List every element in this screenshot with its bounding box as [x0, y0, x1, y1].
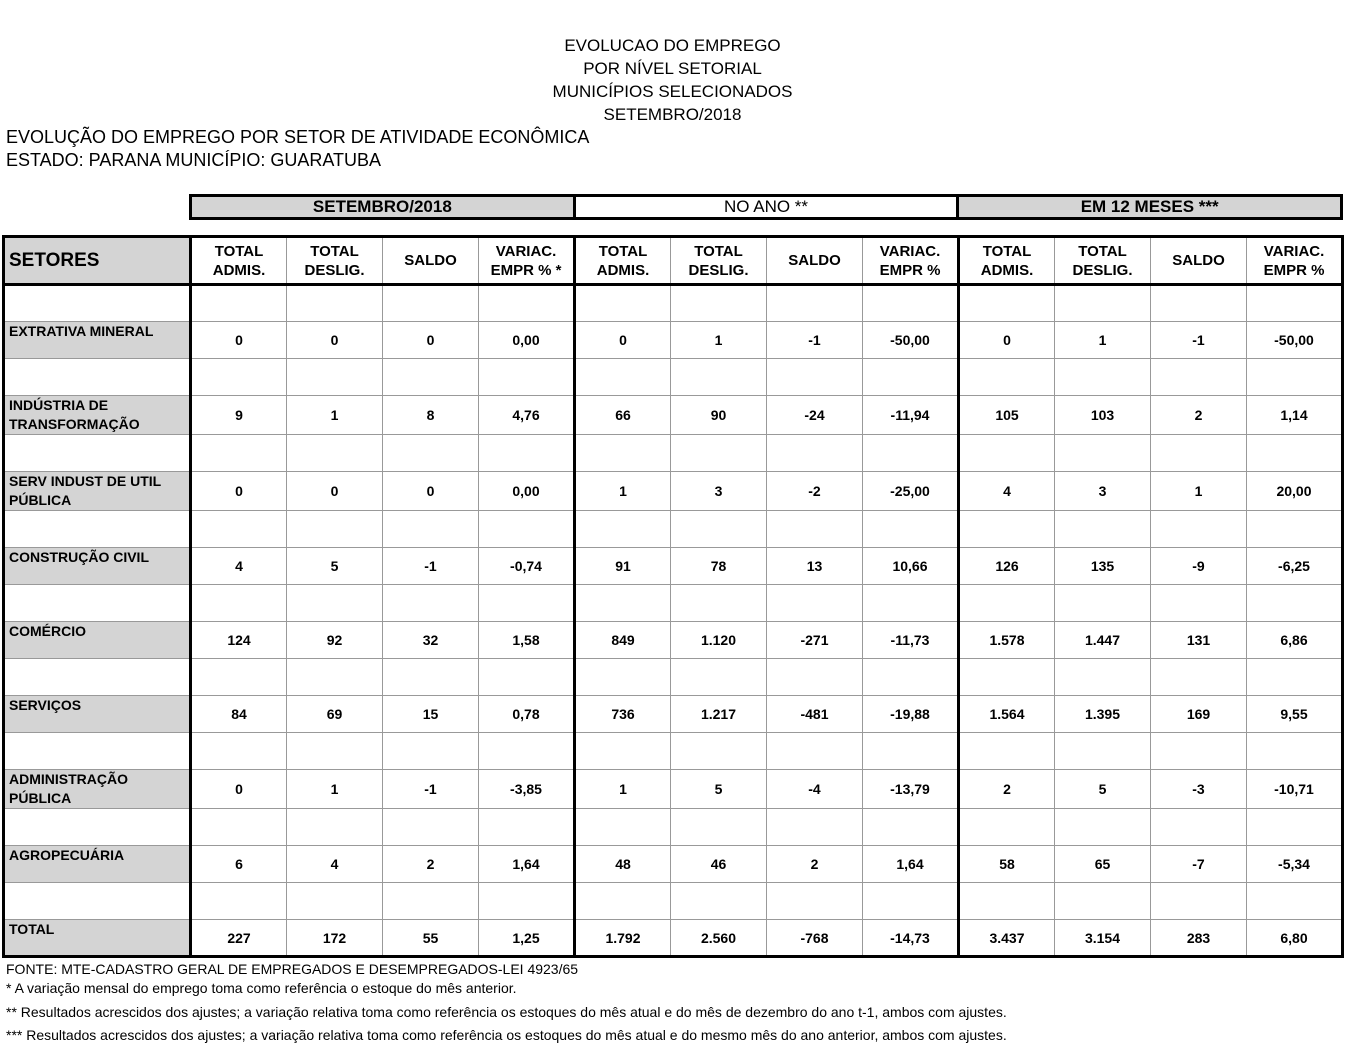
- empty-cell: [479, 511, 575, 548]
- empty-cell: [1247, 733, 1343, 770]
- empty-cell: [767, 659, 863, 696]
- spacer-row: [4, 809, 1343, 846]
- empty-cell: [4, 585, 191, 622]
- empty-cell: [191, 809, 287, 846]
- empty-cell: [1055, 585, 1151, 622]
- table-row: [4, 472, 1343, 511]
- empty-cell: [4, 511, 191, 548]
- value-cell: 0: [383, 322, 479, 359]
- empty-cell: [383, 883, 479, 920]
- empty-cell: [671, 733, 767, 770]
- value-cell: 69: [287, 696, 383, 733]
- value-cell: 227: [191, 920, 287, 957]
- value-cell: 3: [671, 472, 767, 511]
- value-cell: 126: [959, 548, 1055, 585]
- value-cell: 0: [191, 472, 287, 511]
- empty-cell: [959, 511, 1055, 548]
- empty-cell: [1247, 435, 1343, 472]
- empty-cell: [575, 285, 671, 322]
- sector-name: EXTRATIVA MINERAL: [4, 322, 191, 359]
- col-header: TOTAL ADMIS.: [959, 237, 1055, 285]
- value-cell: -1: [767, 322, 863, 359]
- value-cell: -2: [767, 472, 863, 511]
- value-cell: -3,85: [479, 770, 575, 809]
- empty-cell: [383, 659, 479, 696]
- sector-name: SERV INDUST DE UTIL PÚBLICA: [4, 472, 191, 511]
- col-header: VARIAC. EMPR %: [1247, 237, 1343, 285]
- empty-cell: [383, 585, 479, 622]
- spacer-row: [4, 585, 1343, 622]
- spacer-row: [4, 733, 1343, 770]
- empty-cell: [767, 809, 863, 846]
- empty-cell: [479, 285, 575, 322]
- value-cell: -1: [383, 770, 479, 809]
- value-cell: 78: [671, 548, 767, 585]
- col-header: TOTAL ADMIS.: [575, 237, 671, 285]
- value-cell: -1: [1151, 322, 1247, 359]
- empty-cell: [1247, 359, 1343, 396]
- value-cell: -11,73: [863, 622, 959, 659]
- value-cell: 0: [191, 770, 287, 809]
- value-cell: 92: [287, 622, 383, 659]
- value-cell: 90: [671, 396, 767, 435]
- value-cell: -25,00: [863, 472, 959, 511]
- empty-cell: [1055, 733, 1151, 770]
- empty-cell: [287, 511, 383, 548]
- table-row: [4, 622, 1343, 659]
- sector-name: AGROPECUÁRIA: [4, 846, 191, 883]
- value-cell: -4: [767, 770, 863, 809]
- value-cell: 0: [575, 322, 671, 359]
- value-cell: 1: [287, 770, 383, 809]
- empty-cell: [1151, 733, 1247, 770]
- sector-name: SERVIÇOS: [4, 696, 191, 733]
- empty-cell: [1151, 659, 1247, 696]
- empty-cell: [191, 883, 287, 920]
- empty-cell: [1055, 809, 1151, 846]
- value-cell: -3: [1151, 770, 1247, 809]
- empty-cell: [383, 435, 479, 472]
- empty-cell: [959, 809, 1055, 846]
- value-cell: 2.560: [671, 920, 767, 957]
- value-cell: 5: [1055, 770, 1151, 809]
- sector-name: INDÚSTRIA DE TRANSFORMAÇÃO: [4, 396, 191, 435]
- value-cell: 0: [191, 322, 287, 359]
- empty-cell: [479, 359, 575, 396]
- empty-cell: [287, 733, 383, 770]
- sector-name: CONSTRUÇÃO CIVIL: [4, 548, 191, 585]
- value-cell: 2: [767, 846, 863, 883]
- footnote-3: *** Resultados acrescidos dos ajustes; a variação relativa toma como referência os estoques do mês atual e do mesmo mês do ano anterior, ambos com ajustes.: [6, 1027, 1007, 1043]
- value-cell: 4: [287, 846, 383, 883]
- value-cell: 15: [383, 696, 479, 733]
- empty-cell: [767, 585, 863, 622]
- empty-cell: [863, 585, 959, 622]
- footnote-1: * A variação mensal do emprego toma como referência o estoque do mês anterior.: [6, 980, 517, 996]
- table-row: [4, 322, 1343, 359]
- empty-cell: [863, 511, 959, 548]
- table-row: [4, 396, 1343, 435]
- report-title: [0, 34, 1345, 126]
- empty-cell: [575, 435, 671, 472]
- empty-cell: [1055, 511, 1151, 548]
- empty-cell: [1247, 809, 1343, 846]
- value-cell: 48: [575, 846, 671, 883]
- value-cell: 3: [1055, 472, 1151, 511]
- group-header-month: SETEMBRO/2018: [192, 197, 573, 217]
- value-cell: -50,00: [863, 322, 959, 359]
- empty-cell: [287, 659, 383, 696]
- empty-cell: [959, 883, 1055, 920]
- value-cell: -271: [767, 622, 863, 659]
- spacer-row: [4, 659, 1343, 696]
- value-cell: -9: [1151, 548, 1247, 585]
- empty-cell: [4, 809, 191, 846]
- value-cell: 849: [575, 622, 671, 659]
- empty-cell: [671, 435, 767, 472]
- value-cell: 1.217: [671, 696, 767, 733]
- value-cell: -6,25: [1247, 548, 1343, 585]
- empty-cell: [4, 285, 191, 322]
- empty-cell: [767, 359, 863, 396]
- value-cell: -11,94: [863, 396, 959, 435]
- empty-cell: [863, 435, 959, 472]
- value-cell: 84: [191, 696, 287, 733]
- value-cell: 1,58: [479, 622, 575, 659]
- col-header: TOTAL DESLIG.: [671, 237, 767, 285]
- empty-cell: [959, 435, 1055, 472]
- value-cell: 103: [1055, 396, 1151, 435]
- col-header: TOTAL DESLIG.: [1055, 237, 1151, 285]
- spacer-row: [4, 511, 1343, 548]
- setores-header: SETORES: [4, 237, 191, 285]
- empty-cell: [1151, 585, 1247, 622]
- empty-cell: [671, 359, 767, 396]
- empty-cell: [1247, 285, 1343, 322]
- empty-cell: [575, 809, 671, 846]
- sector-name: COMÉRCIO: [4, 622, 191, 659]
- empty-cell: [863, 285, 959, 322]
- empty-cell: [1247, 511, 1343, 548]
- total-row: [4, 920, 1343, 957]
- value-cell: 172: [287, 920, 383, 957]
- value-cell: 0: [959, 322, 1055, 359]
- empty-cell: [671, 809, 767, 846]
- value-cell: 10,66: [863, 548, 959, 585]
- value-cell: 2: [383, 846, 479, 883]
- table-row: [4, 548, 1343, 585]
- value-cell: 91: [575, 548, 671, 585]
- value-cell: -10,71: [1247, 770, 1343, 809]
- empty-cell: [671, 659, 767, 696]
- value-cell: -7: [1151, 846, 1247, 883]
- empty-cell: [4, 883, 191, 920]
- value-cell: 65: [1055, 846, 1151, 883]
- value-cell: 1.120: [671, 622, 767, 659]
- value-cell: 3.437: [959, 920, 1055, 957]
- empty-cell: [671, 285, 767, 322]
- empty-cell: [383, 511, 479, 548]
- value-cell: 1: [575, 770, 671, 809]
- empty-cell: [959, 659, 1055, 696]
- empty-cell: [1151, 435, 1247, 472]
- value-cell: 6: [191, 846, 287, 883]
- empty-cell: [191, 435, 287, 472]
- value-cell: 32: [383, 622, 479, 659]
- empty-cell: [671, 585, 767, 622]
- empty-cell: [575, 659, 671, 696]
- footnote-2: ** Resultados acrescidos dos ajustes; a variação relativa toma como referência os estoques do mês atual e do mês de dezembro do ano t-1, ambos com ajustes.: [6, 1004, 1007, 1020]
- value-cell: 0: [287, 472, 383, 511]
- value-cell: 6,86: [1247, 622, 1343, 659]
- empty-cell: [1247, 659, 1343, 696]
- empty-cell: [383, 285, 479, 322]
- value-cell: 1,25: [479, 920, 575, 957]
- value-cell: -24: [767, 396, 863, 435]
- empty-cell: [4, 659, 191, 696]
- title-line-3: MUNICÍPIOS SELECIONADOS: [552, 82, 793, 101]
- col-header: TOTAL DESLIG.: [287, 237, 383, 285]
- empty-cell: [767, 733, 863, 770]
- value-cell: 9,55: [1247, 696, 1343, 733]
- value-cell: 0: [287, 322, 383, 359]
- empty-cell: [383, 809, 479, 846]
- value-cell: 736: [575, 696, 671, 733]
- empty-cell: [767, 511, 863, 548]
- value-cell: 1: [1151, 472, 1247, 511]
- value-cell: 55: [383, 920, 479, 957]
- empty-cell: [479, 585, 575, 622]
- title-line-2: POR NÍVEL SETORIAL: [583, 59, 762, 78]
- value-cell: 20,00: [1247, 472, 1343, 511]
- value-cell: 283: [1151, 920, 1247, 957]
- title-line-4: SETEMBRO/2018: [603, 105, 742, 124]
- value-cell: 1.447: [1055, 622, 1151, 659]
- state-municipality: ESTADO: PARANA MUNICÍPIO: GUARATUBA: [6, 150, 382, 170]
- value-cell: 4: [959, 472, 1055, 511]
- empty-cell: [287, 809, 383, 846]
- empty-cell: [287, 585, 383, 622]
- value-cell: -768: [767, 920, 863, 957]
- empty-cell: [671, 883, 767, 920]
- empty-cell: [479, 809, 575, 846]
- empty-cell: [1151, 809, 1247, 846]
- empty-cell: [287, 359, 383, 396]
- empty-cell: [959, 733, 1055, 770]
- empty-cell: [4, 359, 191, 396]
- value-cell: 2: [1151, 396, 1247, 435]
- col-header: VARIAC. EMPR %: [863, 237, 959, 285]
- source-note: FONTE: MTE-CADASTRO GERAL DE EMPREGADOS E DESEMPREGADOS-LEI 4923/65: [6, 961, 579, 977]
- column-header-row: [4, 237, 1343, 285]
- value-cell: 2: [959, 770, 1055, 809]
- value-cell: 3.154: [1055, 920, 1151, 957]
- empty-cell: [1055, 659, 1151, 696]
- value-cell: -5,34: [1247, 846, 1343, 883]
- value-cell: 1.564: [959, 696, 1055, 733]
- value-cell: -13,79: [863, 770, 959, 809]
- empty-cell: [1055, 435, 1151, 472]
- empty-cell: [383, 359, 479, 396]
- empty-cell: [575, 511, 671, 548]
- empty-cell: [575, 585, 671, 622]
- empty-cell: [479, 435, 575, 472]
- value-cell: 0,78: [479, 696, 575, 733]
- empty-cell: [191, 659, 287, 696]
- empty-cell: [479, 883, 575, 920]
- value-cell: 5: [671, 770, 767, 809]
- value-cell: 6,80: [1247, 920, 1343, 957]
- value-cell: 46: [671, 846, 767, 883]
- empty-cell: [287, 435, 383, 472]
- empty-cell: [4, 435, 191, 472]
- empty-cell: [575, 359, 671, 396]
- empty-cell: [575, 733, 671, 770]
- empty-cell: [767, 285, 863, 322]
- value-cell: 0,00: [479, 322, 575, 359]
- value-cell: 1.395: [1055, 696, 1151, 733]
- value-cell: 1,64: [479, 846, 575, 883]
- col-header: SALDO: [1151, 237, 1247, 285]
- value-cell: 135: [1055, 548, 1151, 585]
- empty-cell: [1055, 883, 1151, 920]
- empty-cell: [479, 659, 575, 696]
- empty-cell: [191, 285, 287, 322]
- table-row: [4, 696, 1343, 733]
- value-cell: -0,74: [479, 548, 575, 585]
- empty-cell: [863, 359, 959, 396]
- empty-cell: [1247, 883, 1343, 920]
- value-cell: 131: [1151, 622, 1247, 659]
- value-cell: 58: [959, 846, 1055, 883]
- value-cell: 1: [1055, 322, 1151, 359]
- empty-cell: [863, 733, 959, 770]
- value-cell: 124: [191, 622, 287, 659]
- group-header-year: NO ANO **: [573, 197, 957, 217]
- empty-cell: [1151, 883, 1247, 920]
- value-cell: -481: [767, 696, 863, 733]
- value-cell: -1: [383, 548, 479, 585]
- empty-cell: [863, 659, 959, 696]
- col-header: SALDO: [383, 237, 479, 285]
- empty-cell: [1055, 285, 1151, 322]
- value-cell: 1,64: [863, 846, 959, 883]
- empty-cell: [671, 511, 767, 548]
- table-row: [4, 770, 1343, 809]
- value-cell: 1: [287, 396, 383, 435]
- empty-cell: [1151, 285, 1247, 322]
- empty-cell: [863, 809, 959, 846]
- value-cell: 66: [575, 396, 671, 435]
- value-cell: 0: [383, 472, 479, 511]
- empty-cell: [1151, 359, 1247, 396]
- sector-name: TOTAL: [4, 920, 191, 957]
- empty-cell: [767, 883, 863, 920]
- empty-cell: [767, 435, 863, 472]
- col-header: VARIAC. EMPR % *: [479, 237, 575, 285]
- value-cell: 4: [191, 548, 287, 585]
- empty-cell: [287, 883, 383, 920]
- empty-cell: [959, 585, 1055, 622]
- employment-table: [2, 235, 1344, 958]
- value-cell: 1: [671, 322, 767, 359]
- value-cell: -19,88: [863, 696, 959, 733]
- title-line-1: EVOLUCAO DO EMPREGO: [564, 36, 781, 55]
- empty-cell: [863, 883, 959, 920]
- value-cell: 105: [959, 396, 1055, 435]
- empty-cell: [4, 733, 191, 770]
- value-cell: 169: [1151, 696, 1247, 733]
- period-group-header: [189, 194, 1343, 220]
- value-cell: 1,14: [1247, 396, 1343, 435]
- empty-cell: [191, 359, 287, 396]
- col-header: TOTAL ADMIS.: [191, 237, 287, 285]
- table-row: [4, 846, 1343, 883]
- sector-name: ADMINISTRAÇÃO PÚBLICA: [4, 770, 191, 809]
- empty-cell: [479, 733, 575, 770]
- value-cell: 1: [575, 472, 671, 511]
- spacer-row: [4, 435, 1343, 472]
- spacer-row: [4, 359, 1343, 396]
- group-header-12-months: EM 12 MESES ***: [956, 197, 1340, 217]
- empty-cell: [959, 285, 1055, 322]
- value-cell: 1.792: [575, 920, 671, 957]
- empty-cell: [1055, 359, 1151, 396]
- spacer-row: [4, 285, 1343, 322]
- spacer-row: [4, 883, 1343, 920]
- empty-cell: [1151, 511, 1247, 548]
- value-cell: 5: [287, 548, 383, 585]
- value-cell: 4,76: [479, 396, 575, 435]
- value-cell: 1.578: [959, 622, 1055, 659]
- empty-cell: [191, 585, 287, 622]
- value-cell: 13: [767, 548, 863, 585]
- empty-cell: [287, 285, 383, 322]
- col-header: SALDO: [767, 237, 863, 285]
- value-cell: 8: [383, 396, 479, 435]
- empty-cell: [191, 733, 287, 770]
- empty-cell: [959, 359, 1055, 396]
- empty-cell: [191, 511, 287, 548]
- empty-cell: [383, 733, 479, 770]
- value-cell: 9: [191, 396, 287, 435]
- empty-cell: [1247, 585, 1343, 622]
- report-subtitle: EVOLUÇÃO DO EMPREGO POR SETOR DE ATIVIDADE ECONÔMICA: [6, 127, 590, 147]
- value-cell: 0,00: [479, 472, 575, 511]
- value-cell: -50,00: [1247, 322, 1343, 359]
- value-cell: -14,73: [863, 920, 959, 957]
- empty-cell: [575, 883, 671, 920]
